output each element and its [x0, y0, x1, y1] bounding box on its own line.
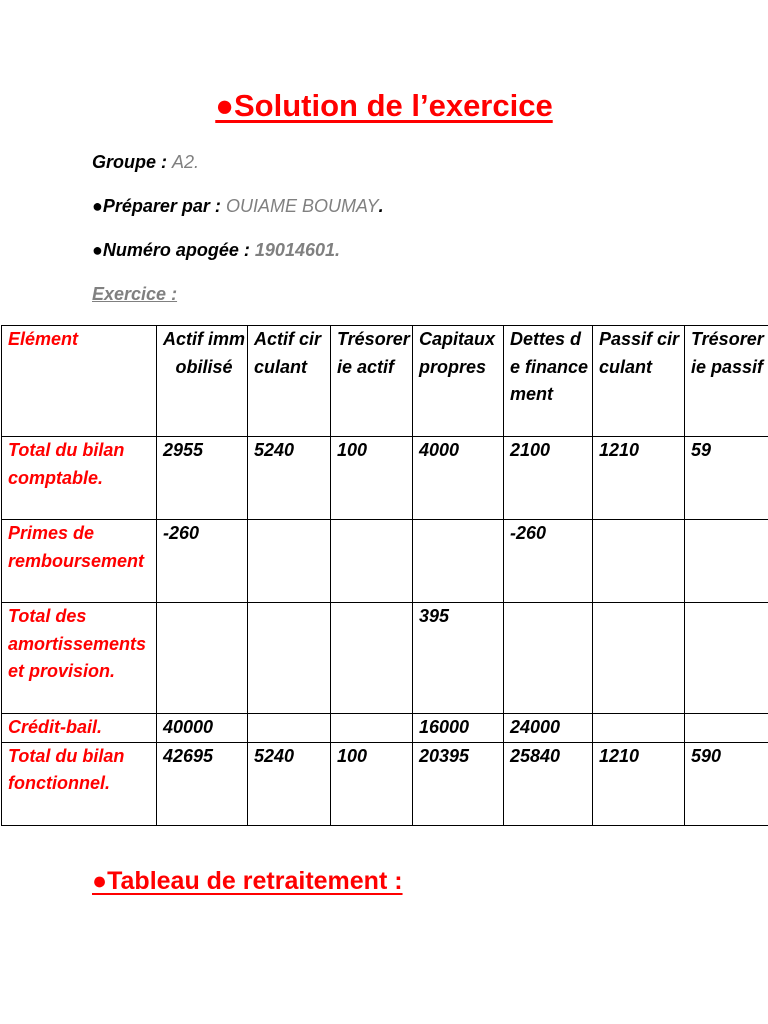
table-cell: 5240 — [248, 437, 331, 520]
table-cell — [248, 603, 331, 714]
preparer-suffix: . — [378, 196, 384, 216]
header-actif-immobilise: Actif immobilisé — [157, 326, 248, 437]
table-cell — [593, 714, 685, 743]
table-cell: 16000 — [413, 714, 504, 743]
apogee-value: 19014601. — [254, 240, 340, 260]
page-title: ●Solution de l’exercice — [215, 88, 553, 123]
exercice-label: Exercice : — [92, 284, 178, 304]
groupe-value: A2. — [172, 152, 200, 172]
table-cell: 1210 — [593, 742, 685, 825]
table-cell — [685, 520, 768, 603]
preparer-value: OUIAME BOUMAY — [225, 196, 379, 216]
header-tresorerie-passif: Trésorerie passif — [685, 326, 768, 437]
table-cell — [331, 520, 413, 603]
table-cell: 590 — [685, 742, 768, 825]
preparer-label: ●Préparer par : — [92, 196, 226, 216]
table-cell: 20395 — [413, 742, 504, 825]
row-element: Total du bilan comptable. — [2, 437, 157, 520]
table-cell: 1210 — [593, 437, 685, 520]
table-cell: 24000 — [504, 714, 593, 743]
table-cell: 100 — [331, 437, 413, 520]
table-cell — [685, 603, 768, 714]
table-row — [2, 437, 768, 520]
table-cell — [685, 714, 768, 743]
table-cell — [593, 520, 685, 603]
table-row — [2, 714, 768, 743]
table-header-row — [2, 326, 768, 437]
table-cell: 5240 — [248, 742, 331, 825]
table-cell: -260 — [504, 520, 593, 603]
section-title: ●Tableau de retraitement : — [92, 867, 403, 895]
table-cell: 59 — [685, 437, 768, 520]
table-row — [2, 742, 768, 825]
header-passif-circulant: Passif circulant — [593, 326, 685, 437]
groupe-line — [92, 152, 199, 173]
table-cell: 42695 — [157, 742, 248, 825]
header-actif-circulant: Actif circulant — [248, 326, 331, 437]
header-element: Elément — [2, 326, 157, 437]
apogee-label: ●Numéro apogée : — [92, 240, 255, 260]
table-cell: 25840 — [504, 742, 593, 825]
table-cell: 40000 — [157, 714, 248, 743]
apogee-line — [92, 240, 340, 261]
table-cell: -260 — [157, 520, 248, 603]
row-element: Total du bilan fonctionnel. — [2, 742, 157, 825]
table-cell: 2100 — [504, 437, 593, 520]
table-cell: 395 — [413, 603, 504, 714]
table-cell: 2955 — [157, 437, 248, 520]
row-element: Primes de remboursement — [2, 520, 157, 603]
header-capitaux-propres: Capitaux propres — [413, 326, 504, 437]
groupe-label: Groupe : — [92, 152, 172, 172]
table-cell — [331, 714, 413, 743]
row-element: Crédit-bail. — [2, 714, 157, 743]
table-cell — [593, 603, 685, 714]
table-cell: 100 — [331, 742, 413, 825]
table-cell — [157, 603, 248, 714]
table-row — [2, 520, 768, 603]
table-cell: 4000 — [413, 437, 504, 520]
header-tresorerie-actif: Trésorerie actif — [331, 326, 413, 437]
bilan-table — [1, 325, 768, 826]
header-dettes-financement: Dettes de financement — [504, 326, 593, 437]
preparer-line — [92, 196, 384, 217]
row-element: Total des amortissements et provision. — [2, 603, 157, 714]
table-cell — [248, 714, 331, 743]
table-cell — [331, 603, 413, 714]
table-cell — [413, 520, 504, 603]
table-cell — [504, 603, 593, 714]
table-row — [2, 603, 768, 714]
table-cell — [248, 520, 331, 603]
